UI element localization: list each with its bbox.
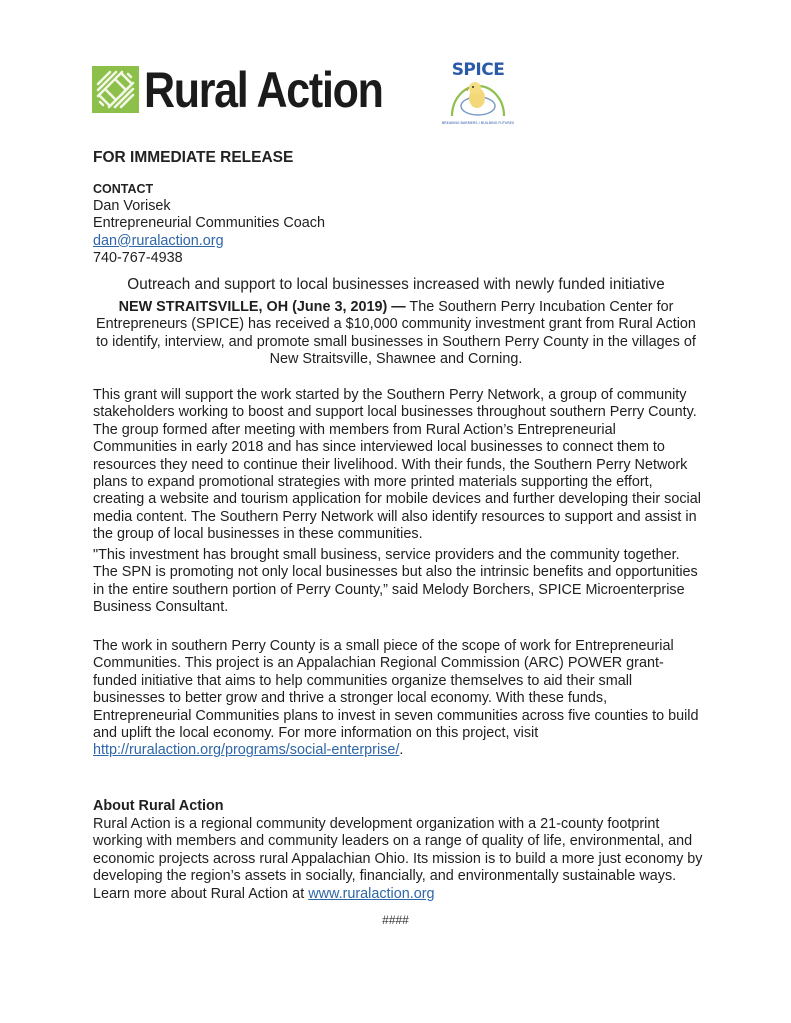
press-headline: Outreach and support to local businesses increased with newly funded initiative [127,276,665,293]
contact-name: Dan Vorisek [93,198,171,215]
contact-email-link[interactable]: dan@ruralaction.org [93,232,224,249]
svg-text:SPICE: SPICE [451,60,505,80]
about-text: Rural Action is a regional community development organization with a 21-county footprint working with members and community leaders on a range of quality of life, environmental, and economic projects across rural Appalachian Ohio. Its mission is to build a more just economy by developing the region’s assets in socially, financially, and environmentally sustainable ways. Learn more about Rural Action at [93,816,703,902]
end-mark: #### [382,913,409,927]
dateline: NEW STRAITSVILLE, OH (June 3, 2019) — [118,299,406,315]
rural-action-wordmark: Rural Action [144,62,383,118]
svg-text:BREAKING BARRIERS / BUILDING F: BREAKING BARRIERS / BUILDING FUTURES [442,121,514,125]
contact-phone: 740-767-4938 [93,249,183,266]
about-heading: About Rural Action [93,798,224,814]
lede-text: The Southern Perry Incubation Center for Entrepreneurs (SPICE) has received a $10,000 community investment grant from Rural Action to identify, interview, and promote small businesses in Southern Perry County in the villages of New Straitsville, Shawnee and Corning. [96,299,696,368]
lede-paragraph [93,299,699,369]
rural-action-weave-logo-icon [92,66,139,113]
about-paragraph [93,816,708,903]
contact-block [93,181,325,267]
body-paragraph-quote: "This investment has brought small business, service providers and the community together. The SPN is promoting not only local businesses but also the intrinsic benefits and opportunities in the entire southern portion of Perry County,” said Melody Borchers, SPICE Microenterprise Business Consultant. [93,547,698,616]
arc-text: The work in southern Perry County is a small piece of the scope of work for Entrepreneurial Communities. This project is an Appalachian Regional Commission (ARC) POWER grant-funded initiative that aims to help communities organize themselves to aid their small businesses to better grow and thrive a stronger local economy. With these funds, Entrepreneurial Communities plans to invest in seven communities across five counties to build and uplift the local economy. For more information on this project, visit [93,638,699,742]
project-link[interactable]: http://ruralaction.org/programs/social-enterprise/ [93,742,400,759]
website-link[interactable]: www.ruralaction.org [308,885,435,902]
contact-label: CONTACT [93,182,154,196]
spice-logo-icon [442,58,514,126]
project-link-suffix: . [399,742,404,759]
body-paragraph-arc [93,638,703,760]
contact-title: Entrepreneurial Communities Coach [93,215,325,232]
release-label: FOR IMMEDIATE RELEASE [93,149,294,166]
letterhead-logos [92,58,532,128]
body-paragraph-network: This grant will support the work started by the Southern Perry Network, a group of community stakeholders working to boost and support local businesses throughout southern Perry County. The group formed after meeting with members from Rural Action’s Entrepreneurial Communities in early 2018 and has since interviewed local businesses to connect them to resources they need to continue their livelihood. With their funds, the Southern Perry Network plans to expand promotional strategies with more printed materials supporting the effort, creating a website and tourism application for mobile devices and further developing their social media content. The Southern Perry Network will also identify resources to support and assist in the group of local businesses in these communities. [93,387,701,543]
